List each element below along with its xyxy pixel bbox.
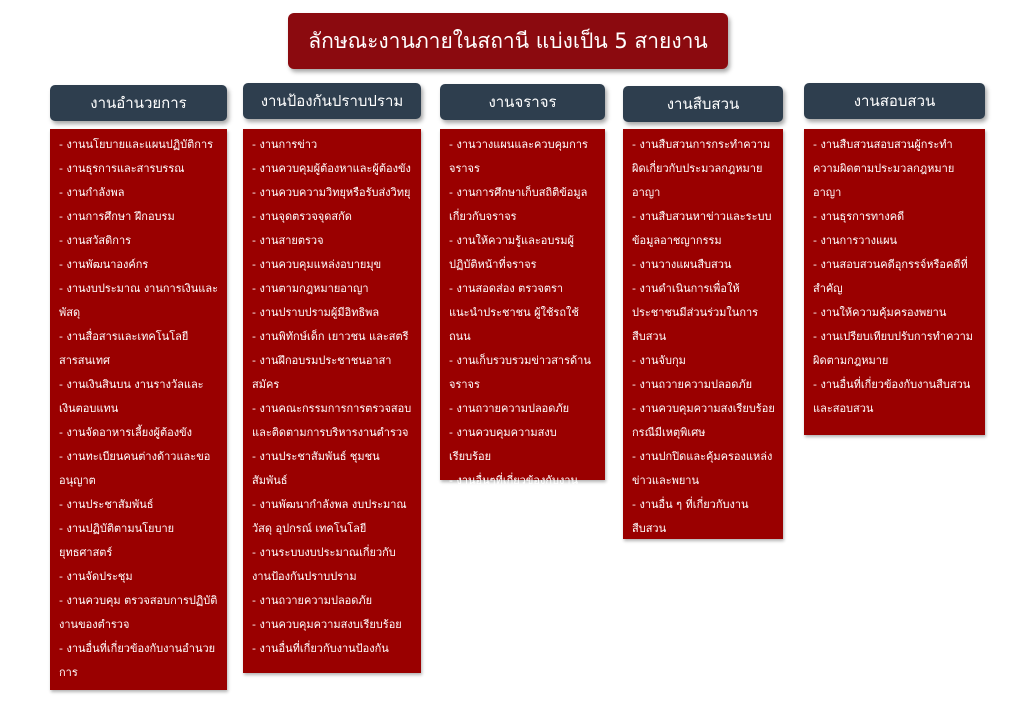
list-item: - งานสืบสวนการกระทำความผิดเกี่ยวกับประมวลกฎหมายอาญา [632, 138, 771, 199]
list-item: - งานสอบสวนคดีอุกรรจ์หรือคดีที่สำคัญ [813, 258, 968, 295]
column-traffic [440, 129, 605, 487]
list-item: - งานอื่น ๆ ที่เกี่ยวกับงานสืบสวน [632, 498, 749, 535]
list-item: - งานถวายความปลอดภัย [449, 402, 570, 415]
list-item: - งานควบคุมความสงบเรียบร้อย [449, 426, 557, 463]
header-inquiry: งานสอบสวน [804, 83, 985, 119]
header-traffic: งานจราจร [440, 84, 605, 120]
traffic-item-list [449, 133, 597, 493]
list-item: - งานดำเนินการเพื่อให้ประชาชนมีส่วนร่วมในการสืบสวน [632, 282, 759, 343]
list-item: - งานปฏิบัติตามนโยบายยุทธศาสตร์ [59, 522, 175, 559]
list-item: - งานนโยบายและแผนปฏิบัติการ [59, 138, 214, 151]
list-item: - งานคณะกรรมการการตรวจสอบและติดตามการบริหารงานตำรวจ [252, 402, 412, 439]
list-item: - งานฝึกอบรมประชาชนอาสาสมัคร [252, 354, 392, 391]
list-item: - งานจัดอาหารเลี้ยงผู้ต้องขัง [59, 426, 193, 439]
administration-item-list [59, 133, 219, 685]
list-item: - งานให้ความคุ้มครองพยาน [813, 306, 947, 319]
list-item: - งานตามกฎหมายอาญา [252, 282, 369, 295]
list-item: - งานควบคุมความสงบเรียบร้อย [252, 618, 402, 631]
header-administration: งานอำนวยการ [50, 85, 227, 121]
list-item: - งานเปรียบเทียบปรับการทำความผิดตามกฎหมาย [813, 330, 974, 367]
list-item: - งานอื่นที่เกี่ยวข้องกับงานอำนวยการ [59, 642, 216, 679]
list-item: - งานควบคุมแหล่งอบายมุข [252, 258, 382, 271]
list-item: - งานอื่นที่เกี่ยวข้องกับงานสืบสวนและสอบสวน [813, 378, 971, 415]
inquiry-item-list [813, 133, 977, 421]
column-crime-prevention [243, 129, 421, 673]
list-item: - งานปราบปรามผู้มีอิทธิพล [252, 306, 380, 319]
list-item: - งานวางแผนและควบคุมการจราจร [449, 138, 588, 175]
list-item: - งานงบประมาณ งานการเงินและพัสดุ [59, 282, 219, 319]
list-item: - งานวางแผนสืบสวน [632, 258, 732, 271]
list-item: - งานการศึกษาเก็บสถิติข้อมูลเกี่ยวกับจราจร [449, 186, 588, 223]
list-item: - งานควบคุมความสงเรียบร้อยกรณีมีเหตุพิเศษ [632, 402, 775, 439]
header-investigation: งานสืบสวน [623, 86, 783, 122]
list-item: - งานทะเบียนคนต่างด้าวและขออนุญาต [59, 450, 211, 487]
list-item: - งานอื่นที่เกี่ยวกับงานป้องกัน [252, 642, 389, 655]
column-inquiry [804, 129, 985, 435]
list-item: - งานสืบสวนสอบสวนผู้กระทำความผิดตามประมวลกฎหมายอาญา [813, 138, 955, 199]
list-item: - งานระบบงบประมาณเกี่ยวกับงานป้องกันปราบปราม [252, 546, 396, 583]
column-administration [50, 129, 227, 690]
list-item: - งานประชาสัมพันธ์ ชุมชนสัมพันธ์ [252, 450, 380, 487]
list-item: - งานสวัสดิการ [59, 234, 132, 247]
list-item: - งานกำลังพล [59, 186, 125, 199]
list-item: - งานพัฒนากำลังพล งบประมาณ วัสดุ อุปกรณ์ เทคโนโลยี [252, 498, 407, 535]
chart-title: ลักษณะงานภายในสถานี แบ่งเป็น 5 สายงาน [288, 13, 728, 69]
list-item: - งานสอดส่อง ตรวจตราแนะนำประชาชน ผู้ใช้รถใช้ถนน [449, 282, 579, 343]
list-item: - งานอื่นๆที่เกี่ยวข้องกับงาน [449, 474, 579, 487]
list-item: - งานพิทักษ์เด็ก เยาวชน และสตรี [252, 330, 409, 343]
list-item: - งานควบความวิทยุหรือรับส่งวิทยุ [252, 186, 411, 199]
list-item: - งานธุรการทางคดี [813, 210, 905, 223]
crime-prevention-item-list [252, 133, 413, 661]
list-item: - งานควบคุม ตรวจสอบการปฏิบัติงานของตำรวจ [59, 594, 218, 631]
header-crime-prevention: งานป้องกันปราบปราม [243, 83, 421, 119]
list-item: - งานสื่อสารและเทคโนโลยีสารสนเทศ [59, 330, 189, 367]
list-item: - งานธุรการและสารบรรณ [59, 162, 185, 175]
column-investigation [623, 129, 783, 539]
list-item: - งานจุดตรวจจุดสกัด [252, 210, 352, 223]
list-item: - งานปกปิดและคุ้มครองแหล่งข่าวและพยาน [632, 450, 773, 487]
list-item: - งานถวายความปลอดภัย [632, 378, 753, 391]
list-item: - งานเก็บรวบรวมข่าวสารด้านจราจร [449, 354, 591, 391]
list-item: - งานการข่าว [252, 138, 318, 151]
investigation-item-list [632, 133, 775, 541]
list-item: - งานพัฒนาองค์กร [59, 258, 149, 271]
list-item: - งานการวางแผน [813, 234, 898, 247]
list-item: - งานการศึกษา ฝึกอบรม [59, 210, 175, 223]
list-item: - งานจับกุม [632, 354, 686, 367]
list-item: - งานถวายความปลอดภัย [252, 594, 373, 607]
list-item: - งานเงินสินบน งานรางวัลและเงินตอบแทน [59, 378, 204, 415]
list-item: - งานจัดประชุม [59, 570, 133, 583]
list-item: - งานให้ความรู้และอบรมผู้ปฏิบัติหน้าที่จราจร [449, 234, 574, 271]
list-item: - งานสืบสวนหาข่าวและระบบข้อมูลอาชญากรรม [632, 210, 772, 247]
list-item: - งานสายตรวจ [252, 234, 324, 247]
list-item: - งานควบคุมผู้ต้องหาและผู้ต้องขัง [252, 162, 411, 175]
list-item: - งานประชาสัมพันธ์ [59, 498, 154, 511]
